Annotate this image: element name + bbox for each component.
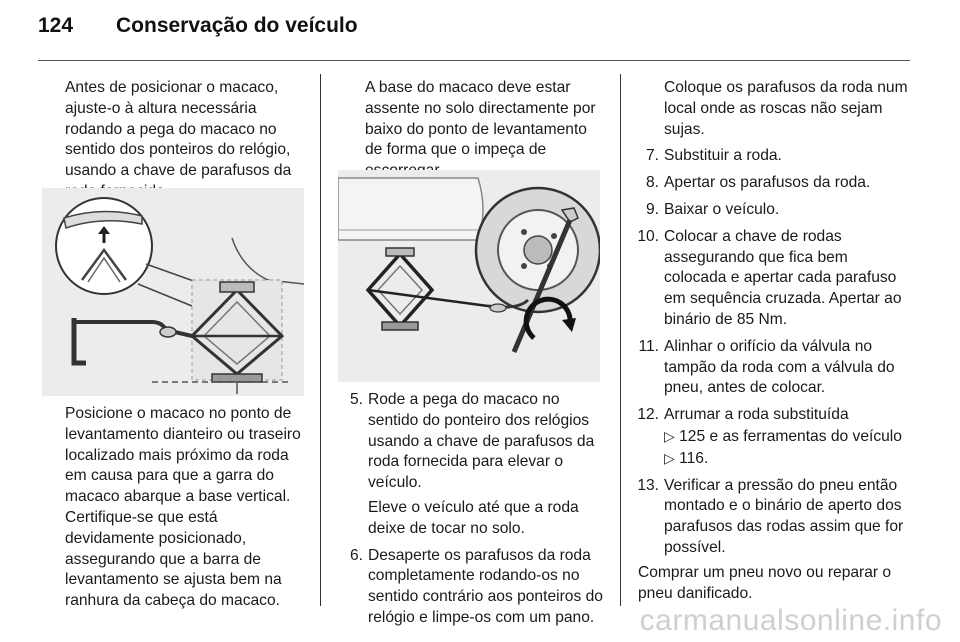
list-item-8: 8. Apertar os parafusos da roda. <box>645 174 871 192</box>
list-item-13: 13. Verificar a pressão do pneu então montado e o binário de aperto dos parafusos das rodas assim que for possível. <box>637 476 904 556</box>
column-3 <box>636 78 912 604</box>
list-item-10: 10. Colocar a chave de rodas assegurando que fica bem colocada e apertar cada parafuso em sequência cruzada. Apertar ao binário de 85 Nm. <box>637 227 902 328</box>
jack-adjust-figure <box>42 188 304 396</box>
arrow-reference-icon: ▷ <box>664 427 675 444</box>
list-item-6: 6. Desaperte os parafusos da roda completamente rodando-os no sentido contrário aos ponteiros do relógio e limpe-os com um pano. <box>349 546 603 626</box>
list-item-9: 9. Baixar o veículo. <box>645 200 780 218</box>
col1-after-figure: Posicione o macaco no ponto de levantamento dianteiro ou traseiro localizado mais próximo da roda em causa para que a garra do macaco abarque a base vertical. Certifique-se que está devidamente posicionado, assegurando que a barra de levantamento se ajusta bem na ranhura da cabeça do macaco. <box>65 405 301 610</box>
lifting-illustration <box>338 170 600 382</box>
column-1 <box>65 78 310 203</box>
page-number: 124 <box>38 14 74 37</box>
list-item-7: 7. Substituir a roda. <box>645 147 782 165</box>
page-header <box>38 14 358 38</box>
lifting-figure <box>338 170 600 382</box>
watermark: carmanualsonline.info <box>639 604 942 637</box>
arrow-reference-icon: ▷ <box>664 449 675 466</box>
column-2-list <box>340 390 608 629</box>
header-rule <box>38 60 910 61</box>
jack-adjust-illustration <box>42 188 304 396</box>
list-item-6-continued: Coloque os parafusos da roda num local onde as roscas não sejam sujas. <box>664 79 908 138</box>
page-reference-link[interactable]: 125 <box>679 427 706 445</box>
column-divider-2 <box>620 74 621 606</box>
list-item-11: 11. Alinhar o orifício da válvula no tampão da roda com a válvula do pneu, antes de colocar. <box>638 337 895 397</box>
list-item-5: 5. Rode a pega do macaco no sentido do ponteiro dos relógios usando a chave de parafusos da roda fornecida para elevar o veículo. Eleve o veículo até que a roda deixe de tocar no solo. <box>349 391 595 537</box>
col2-intro: A base do macaco deve estar assente no solo directamente por baixo do ponto de levantamento de forma que o impeça de <box>365 79 596 159</box>
closing-paragraph: Comprar um pneu novo ou reparar o pneu danificado. <box>638 563 892 602</box>
column-2 <box>365 78 605 182</box>
col1-intro: Antes de posicionar o macaco, ajuste-o à altura necessária rodando a pega do macaco no sentido dos ponteiros do relógio, usando a chave de parafusos da <box>65 79 292 180</box>
column-1-continued <box>65 404 310 612</box>
page-title: Conservação do veículo <box>116 14 358 37</box>
column-divider-1 <box>320 74 321 606</box>
list-item-12: 12. Arrumar a roda substituída ▷ 125 e as ferramentas do veículo ▷ 116. <box>637 406 902 467</box>
page-reference-link[interactable]: 116. <box>679 449 709 467</box>
